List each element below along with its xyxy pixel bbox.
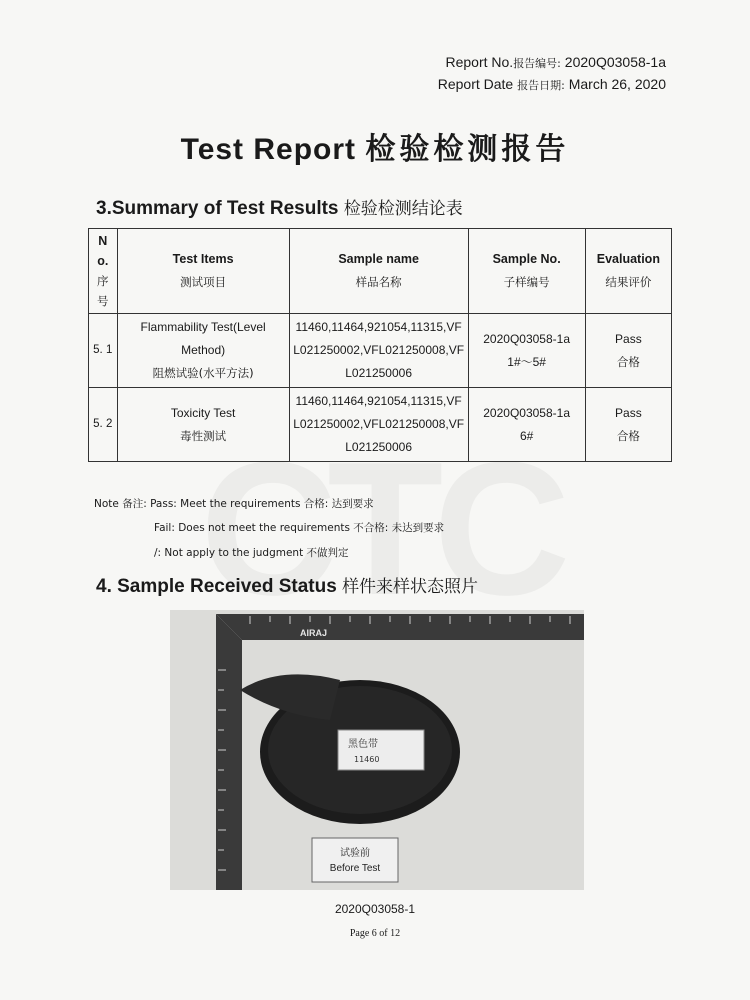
header-no bbox=[89, 229, 118, 314]
sample-tag-text-1: 黑色带 bbox=[348, 739, 378, 750]
before-test-label-en: Before Test bbox=[329, 863, 381, 874]
sample-photo bbox=[170, 610, 584, 890]
section-3-title-en: 3.Summary of Test Results bbox=[96, 198, 344, 219]
header-sample-no bbox=[468, 229, 585, 314]
table-row bbox=[89, 314, 672, 388]
report-date-row bbox=[438, 74, 666, 96]
report-header bbox=[438, 52, 666, 96]
header-eval-cn: 结果评价 bbox=[605, 275, 652, 289]
table-header-row bbox=[89, 229, 672, 314]
page-title-cn: 检验检测报告 bbox=[365, 132, 570, 167]
header-item-cn: 测试项目 bbox=[180, 275, 227, 289]
report-no-value: 2020Q03058-1a bbox=[564, 54, 666, 70]
section-3-title bbox=[96, 194, 463, 220]
row-sample-no bbox=[468, 314, 585, 388]
page-title-en: Test Report bbox=[180, 133, 366, 166]
header-sample-name bbox=[289, 229, 468, 314]
header-name-cn: 样品名称 bbox=[355, 275, 402, 289]
report-no-label-cn: 报告编号: bbox=[513, 57, 561, 70]
row-sample-no-2: 6# bbox=[519, 428, 534, 443]
row-sample-name: 11460,11464,921054,11315,VFL021250002,VFL021250008,VFL021250006 bbox=[289, 314, 468, 388]
before-test-label-cn: 试验前 bbox=[340, 848, 370, 859]
sample-tag-text-2: 11460 bbox=[354, 755, 380, 764]
sample-photo-illustration bbox=[170, 610, 584, 890]
section-4-title-cn: 样件来样状态照片 bbox=[342, 577, 479, 597]
row-evaluation bbox=[585, 388, 671, 462]
results-table bbox=[88, 228, 672, 462]
report-date-label: Report Date bbox=[437, 76, 514, 92]
header-no-cn: 序号 bbox=[97, 274, 109, 308]
row-test-item bbox=[117, 314, 289, 388]
row-item-cn: 阻燃试验(水平方法) bbox=[152, 366, 254, 380]
row-evaluation bbox=[585, 314, 671, 388]
report-date-value: March 26, 2020 bbox=[568, 76, 666, 92]
row-no: 5. 1 bbox=[89, 314, 118, 388]
photo-caption: 2020Q03058-1 bbox=[334, 902, 416, 916]
header-item-en: Test Items bbox=[172, 252, 234, 266]
page-number: Page 6 of 12 bbox=[349, 928, 401, 939]
header-test-items bbox=[117, 229, 289, 314]
report-date-label-cn: 报告日期: bbox=[517, 79, 565, 92]
header-evaluation bbox=[585, 229, 671, 314]
row-sample-no-1: 2020Q03058-1a bbox=[483, 331, 570, 346]
row-sample-no-2: 1#～5# bbox=[507, 354, 546, 369]
header-sno-cn: 子样编号 bbox=[503, 275, 550, 289]
note-fail: Fail: Does not meet the requirements 不合格: 未达到要求 bbox=[154, 522, 445, 534]
header-no-en: N o. bbox=[97, 234, 109, 268]
row-item-cn: 毒性测试 bbox=[180, 428, 227, 443]
section-4-title-en: 4. Sample Received Status bbox=[96, 576, 343, 597]
row-eval-cn: 合格 bbox=[616, 354, 640, 369]
ruler-brand: AIRAJ bbox=[300, 628, 328, 638]
row-item-en: Flammability Test(Level Method) bbox=[140, 320, 266, 357]
report-no-label: Report No. bbox=[445, 54, 514, 70]
page-title bbox=[0, 124, 750, 168]
row-test-item bbox=[117, 388, 289, 462]
row-sample-no-1: 2020Q03058-1a bbox=[483, 405, 570, 420]
row-no: 5. 2 bbox=[89, 388, 118, 462]
row-item-en: Toxicity Test bbox=[170, 405, 236, 420]
row-sample-name: 11460,11464,921054,11315,VFL021250002,VFL021250008,VFL021250006 bbox=[289, 388, 468, 462]
row-eval-en: Pass bbox=[615, 405, 642, 420]
section-4-title bbox=[96, 572, 478, 598]
report-no-row bbox=[438, 52, 666, 74]
header-sno-en: Sample No. bbox=[492, 252, 561, 266]
header-name-en: Sample name bbox=[338, 252, 419, 266]
header-eval-en: Evaluation bbox=[596, 252, 660, 266]
table-row bbox=[89, 388, 672, 462]
ruler-horizontal bbox=[216, 614, 584, 640]
sample-tag bbox=[338, 730, 424, 770]
row-eval-en: Pass bbox=[615, 331, 642, 346]
row-eval-cn: 合格 bbox=[616, 428, 640, 443]
ruler-vertical bbox=[216, 614, 242, 890]
note-not-apply: /: Not apply to the judgment 不做判定 bbox=[154, 547, 349, 559]
section-3-title-cn: 检验检测结论表 bbox=[343, 199, 463, 219]
before-test-card bbox=[312, 838, 398, 882]
note-pass: Note 备注: Pass: Meet the requirements 合格: 达到要求 bbox=[94, 498, 374, 510]
row-sample-no bbox=[468, 388, 585, 462]
